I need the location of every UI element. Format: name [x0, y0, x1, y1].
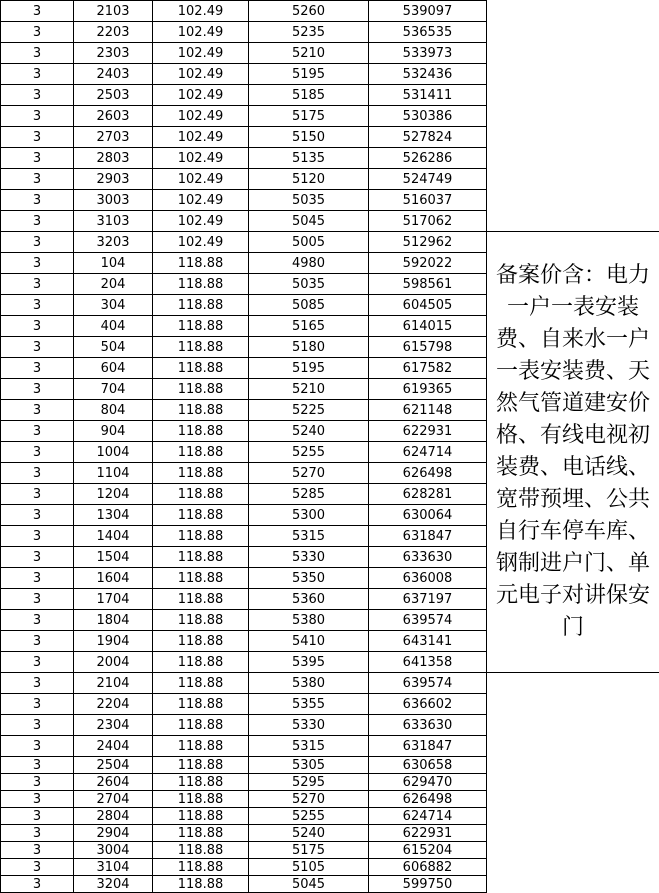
cell-area: 118.88 — [153, 463, 249, 484]
cell-room: 2104 — [74, 673, 153, 694]
cell-unit: 3 — [1, 106, 74, 127]
cell-total: 524749 — [369, 169, 487, 190]
cell-total: 530386 — [369, 106, 487, 127]
cell-room: 2103 — [74, 1, 153, 22]
cell-unit: 3 — [1, 484, 74, 505]
cell-total: 628281 — [369, 484, 487, 505]
cell-room: 2504 — [74, 757, 153, 774]
cell-room: 2603 — [74, 106, 153, 127]
cell-total: 630658 — [369, 757, 487, 774]
cell-area: 118.88 — [153, 757, 249, 774]
cell-room: 1904 — [74, 631, 153, 652]
cell-area: 118.88 — [153, 876, 249, 893]
cell-unit: 3 — [1, 442, 74, 463]
cell-unit: 3 — [1, 547, 74, 568]
cell-price: 5380 — [249, 610, 369, 631]
cell-unit: 3 — [1, 127, 74, 148]
cell-unit: 3 — [1, 421, 74, 442]
cell-unit: 3 — [1, 589, 74, 610]
cell-room: 504 — [74, 337, 153, 358]
cell-total: 599750 — [369, 876, 487, 893]
cell-unit: 3 — [1, 1, 74, 22]
cell-unit: 3 — [1, 631, 74, 652]
cell-price: 5395 — [249, 652, 369, 673]
cell-price: 5235 — [249, 22, 369, 43]
cell-area: 118.88 — [153, 379, 249, 400]
cell-price: 5285 — [249, 484, 369, 505]
cell-area: 118.88 — [153, 337, 249, 358]
cell-total: 626498 — [369, 463, 487, 484]
cell-area: 118.88 — [153, 505, 249, 526]
cell-unit: 3 — [1, 526, 74, 547]
cell-price: 5360 — [249, 589, 369, 610]
cell-unit: 3 — [1, 169, 74, 190]
cell-total: 624714 — [369, 442, 487, 463]
cell-total: 617582 — [369, 358, 487, 379]
cell-unit: 3 — [1, 791, 74, 808]
cell-area: 118.88 — [153, 694, 249, 715]
cell-total: 604505 — [369, 295, 487, 316]
cell-room: 704 — [74, 379, 153, 400]
cell-area: 102.49 — [153, 64, 249, 85]
cell-unit: 3 — [1, 400, 74, 421]
cell-total: 641358 — [369, 652, 487, 673]
cell-area: 118.88 — [153, 791, 249, 808]
cell-price: 5180 — [249, 337, 369, 358]
cell-area: 118.88 — [153, 421, 249, 442]
cell-price: 5175 — [249, 842, 369, 859]
cell-unit: 3 — [1, 211, 74, 232]
cell-area: 102.49 — [153, 148, 249, 169]
cell-unit: 3 — [1, 694, 74, 715]
cell-price: 5120 — [249, 169, 369, 190]
cell-area: 102.49 — [153, 190, 249, 211]
cell-price: 5315 — [249, 526, 369, 547]
cell-room: 1604 — [74, 568, 153, 589]
cell-total: 622931 — [369, 825, 487, 842]
cell-price: 5240 — [249, 421, 369, 442]
cell-area: 118.88 — [153, 808, 249, 825]
cell-price: 5315 — [249, 736, 369, 757]
cell-total: 630064 — [369, 505, 487, 526]
cell-area: 102.49 — [153, 1, 249, 22]
cell-room: 3204 — [74, 876, 153, 893]
cell-room: 2503 — [74, 85, 153, 106]
cell-total: 639574 — [369, 610, 487, 631]
cell-price: 5260 — [249, 1, 369, 22]
cell-area: 118.88 — [153, 859, 249, 876]
table-row — [1, 232, 659, 253]
cell-room: 1504 — [74, 547, 153, 568]
cell-price: 5150 — [249, 127, 369, 148]
cell-room: 3003 — [74, 190, 153, 211]
cell-room: 2404 — [74, 736, 153, 757]
cell-price: 5255 — [249, 442, 369, 463]
cell-room: 2204 — [74, 694, 153, 715]
cell-area: 102.49 — [153, 106, 249, 127]
cell-area: 118.88 — [153, 568, 249, 589]
cell-unit: 3 — [1, 148, 74, 169]
cell-area: 118.88 — [153, 774, 249, 791]
cell-room: 2303 — [74, 43, 153, 64]
cell-unit: 3 — [1, 825, 74, 842]
cell-area: 118.88 — [153, 842, 249, 859]
cell-total: 527824 — [369, 127, 487, 148]
cell-price: 5210 — [249, 43, 369, 64]
cell-total: 636602 — [369, 694, 487, 715]
cell-unit: 3 — [1, 652, 74, 673]
cell-unit: 3 — [1, 715, 74, 736]
cell-area: 118.88 — [153, 316, 249, 337]
cell-price: 5255 — [249, 808, 369, 825]
cell-unit: 3 — [1, 232, 74, 253]
cell-total: 619365 — [369, 379, 487, 400]
cell-total: 633630 — [369, 547, 487, 568]
cell-total: 643141 — [369, 631, 487, 652]
cell-room: 104 — [74, 253, 153, 274]
cell-total: 539097 — [369, 1, 487, 22]
cell-room: 404 — [74, 316, 153, 337]
cell-price: 4980 — [249, 253, 369, 274]
cell-unit: 3 — [1, 736, 74, 757]
cell-unit: 3 — [1, 358, 74, 379]
cell-price: 5135 — [249, 148, 369, 169]
cell-room: 2004 — [74, 652, 153, 673]
cell-price: 5175 — [249, 106, 369, 127]
cell-total: 615204 — [369, 842, 487, 859]
cell-total: 598561 — [369, 274, 487, 295]
cell-room: 1404 — [74, 526, 153, 547]
cell-area: 118.88 — [153, 825, 249, 842]
cell-price: 5005 — [249, 232, 369, 253]
cell-area: 118.88 — [153, 715, 249, 736]
cell-unit: 3 — [1, 43, 74, 64]
cell-price: 5305 — [249, 757, 369, 774]
cell-area: 102.49 — [153, 85, 249, 106]
cell-room: 3104 — [74, 859, 153, 876]
cell-total: 533973 — [369, 43, 487, 64]
cell-area: 118.88 — [153, 736, 249, 757]
cell-area: 118.88 — [153, 442, 249, 463]
cell-total: 633630 — [369, 715, 487, 736]
cell-unit: 3 — [1, 64, 74, 85]
cell-unit: 3 — [1, 295, 74, 316]
cell-price: 5035 — [249, 274, 369, 295]
cell-area: 118.88 — [153, 295, 249, 316]
table-row — [1, 673, 659, 694]
cell-unit: 3 — [1, 463, 74, 484]
cell-area: 118.88 — [153, 652, 249, 673]
cell-room: 2203 — [74, 22, 153, 43]
cell-room: 2304 — [74, 715, 153, 736]
cell-room: 2704 — [74, 791, 153, 808]
cell-room: 2803 — [74, 148, 153, 169]
cell-area: 118.88 — [153, 400, 249, 421]
cell-total: 626498 — [369, 791, 487, 808]
cell-total: 512962 — [369, 232, 487, 253]
cell-total: 624714 — [369, 808, 487, 825]
cell-price: 5355 — [249, 694, 369, 715]
cell-total: 517062 — [369, 211, 487, 232]
cell-price: 5045 — [249, 876, 369, 893]
cell-room: 1704 — [74, 589, 153, 610]
cell-room: 2804 — [74, 808, 153, 825]
price-inclusion-note: 备案价含：电力一户一表安装费、自来水一户一表安装费、天然气管道建安价格、有线电视初装费、电话线、宽带预埋、公共自行车停车库、钢制进户门、单元电子对讲保安门 — [487, 232, 659, 673]
cell-unit: 3 — [1, 610, 74, 631]
cell-unit: 3 — [1, 568, 74, 589]
cell-unit: 3 — [1, 673, 74, 694]
cell-area: 102.49 — [153, 43, 249, 64]
cell-unit: 3 — [1, 22, 74, 43]
cell-total: 606882 — [369, 859, 487, 876]
cell-total: 614015 — [369, 316, 487, 337]
cell-unit: 3 — [1, 757, 74, 774]
cell-total: 631847 — [369, 526, 487, 547]
cell-area: 118.88 — [153, 253, 249, 274]
cell-room: 2703 — [74, 127, 153, 148]
cell-room: 1204 — [74, 484, 153, 505]
cell-room: 804 — [74, 400, 153, 421]
cell-total: 622931 — [369, 421, 487, 442]
cell-total: 637197 — [369, 589, 487, 610]
cell-unit: 3 — [1, 337, 74, 358]
cell-total: 516037 — [369, 190, 487, 211]
cell-room: 2403 — [74, 64, 153, 85]
cell-total: 629470 — [369, 774, 487, 791]
cell-price: 5350 — [249, 568, 369, 589]
cell-price: 5380 — [249, 673, 369, 694]
cell-area: 102.49 — [153, 232, 249, 253]
blank-cell-bottom — [487, 673, 659, 893]
cell-unit: 3 — [1, 842, 74, 859]
cell-room: 2604 — [74, 774, 153, 791]
cell-room: 604 — [74, 358, 153, 379]
cell-unit: 3 — [1, 85, 74, 106]
cell-unit: 3 — [1, 876, 74, 893]
cell-room: 1804 — [74, 610, 153, 631]
blank-cell-top — [487, 1, 659, 232]
cell-room: 1304 — [74, 505, 153, 526]
cell-unit: 3 — [1, 190, 74, 211]
cell-unit: 3 — [1, 774, 74, 791]
cell-area: 118.88 — [153, 547, 249, 568]
cell-area: 102.49 — [153, 169, 249, 190]
cell-price: 5035 — [249, 190, 369, 211]
cell-total: 536535 — [369, 22, 487, 43]
cell-price: 5085 — [249, 295, 369, 316]
cell-area: 118.88 — [153, 631, 249, 652]
cell-unit: 3 — [1, 316, 74, 337]
cell-room: 3203 — [74, 232, 153, 253]
cell-area: 102.49 — [153, 211, 249, 232]
cell-price: 5105 — [249, 859, 369, 876]
cell-price: 5410 — [249, 631, 369, 652]
cell-price: 5045 — [249, 211, 369, 232]
cell-price: 5270 — [249, 463, 369, 484]
cell-price: 5195 — [249, 64, 369, 85]
cell-area: 118.88 — [153, 673, 249, 694]
cell-unit: 3 — [1, 253, 74, 274]
cell-price: 5330 — [249, 547, 369, 568]
cell-total: 592022 — [369, 253, 487, 274]
cell-price: 5330 — [249, 715, 369, 736]
cell-unit: 3 — [1, 505, 74, 526]
cell-room: 3004 — [74, 842, 153, 859]
cell-total: 621148 — [369, 400, 487, 421]
cell-price: 5195 — [249, 358, 369, 379]
cell-room: 1004 — [74, 442, 153, 463]
cell-room: 2904 — [74, 825, 153, 842]
price-table-body — [1, 1, 659, 893]
cell-area: 118.88 — [153, 526, 249, 547]
cell-area: 102.49 — [153, 22, 249, 43]
cell-room: 304 — [74, 295, 153, 316]
cell-price: 5270 — [249, 791, 369, 808]
cell-price: 5225 — [249, 400, 369, 421]
cell-price: 5300 — [249, 505, 369, 526]
cell-area: 118.88 — [153, 358, 249, 379]
cell-total: 532436 — [369, 64, 487, 85]
cell-price: 5295 — [249, 774, 369, 791]
cell-room: 2903 — [74, 169, 153, 190]
cell-area: 118.88 — [153, 484, 249, 505]
cell-unit: 3 — [1, 808, 74, 825]
cell-total: 526286 — [369, 148, 487, 169]
cell-price: 5165 — [249, 316, 369, 337]
cell-price: 5240 — [249, 825, 369, 842]
cell-area: 118.88 — [153, 610, 249, 631]
cell-room: 1104 — [74, 463, 153, 484]
cell-total: 531411 — [369, 85, 487, 106]
cell-total: 636008 — [369, 568, 487, 589]
cell-unit: 3 — [1, 859, 74, 876]
cell-unit: 3 — [1, 274, 74, 295]
cell-room: 3103 — [74, 211, 153, 232]
cell-room: 904 — [74, 421, 153, 442]
cell-price: 5210 — [249, 379, 369, 400]
cell-area: 118.88 — [153, 274, 249, 295]
cell-area: 102.49 — [153, 127, 249, 148]
cell-total: 639574 — [369, 673, 487, 694]
table-row — [1, 1, 659, 22]
cell-price: 5185 — [249, 85, 369, 106]
cell-total: 615798 — [369, 337, 487, 358]
cell-total: 631847 — [369, 736, 487, 757]
cell-area: 118.88 — [153, 589, 249, 610]
cell-unit: 3 — [1, 379, 74, 400]
cell-room: 204 — [74, 274, 153, 295]
